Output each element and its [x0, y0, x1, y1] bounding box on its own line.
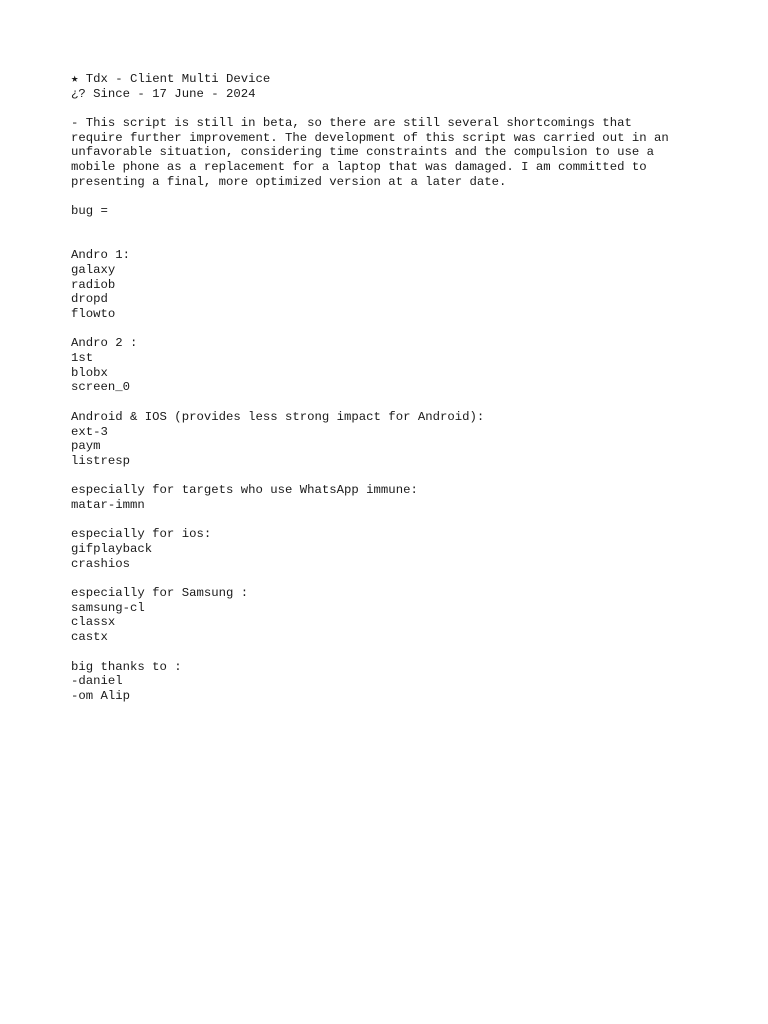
intro-line: unfavorable situation, considering time constraints and the compulsion to use a — [71, 145, 654, 160]
section-item: flowto — [71, 307, 116, 321]
since-date: ¿? Since - 17 June - 2024 — [71, 86, 256, 101]
bug-label: bug = — [71, 204, 108, 219]
section-item: ext-3 — [71, 424, 108, 439]
spacer — [71, 645, 711, 660]
section-heading: Andro 2 : — [71, 336, 138, 351]
document-title: ★ Tdx - Client Multi Device — [71, 72, 271, 86]
section — [71, 248, 711, 336]
section — [71, 586, 711, 659]
intro-paragraph — [71, 116, 711, 189]
section-heading: especially for Samsung : — [71, 586, 249, 601]
section — [71, 660, 711, 704]
spacer — [71, 101, 711, 116]
document-body — [71, 72, 711, 704]
intro-line: mobile phone as a replacement for a laptop that was damaged. I am committed to — [71, 160, 647, 175]
intro-line: require further improvement. The development of this script was carried out in an — [71, 130, 669, 145]
section-item: screen_0 — [71, 380, 131, 395]
section — [71, 410, 711, 483]
intro-line: presenting a final, more optimized version at a later date. — [71, 174, 507, 189]
spacer — [71, 469, 711, 484]
section-item: gifplayback — [71, 542, 153, 556]
section-item: galaxy — [71, 262, 116, 277]
spacer — [71, 571, 711, 586]
section-heading: Android & IOS (provides less strong impact for Android): — [71, 409, 485, 424]
section-item: radiob — [71, 277, 116, 292]
sections-list — [71, 248, 711, 703]
section-heading: especially for ios: — [71, 527, 212, 542]
section — [71, 527, 711, 586]
section-item: paym — [71, 439, 101, 454]
section-item: blobx — [71, 365, 108, 380]
spacer — [71, 513, 711, 528]
spacer — [71, 190, 711, 205]
section-heading: especially for targets who use WhatsApp immune: — [71, 483, 418, 498]
section-item: samsung-cl — [71, 600, 145, 615]
section-item: -om Alip — [71, 688, 131, 703]
section-item: 1st — [71, 351, 94, 366]
section — [71, 336, 711, 409]
section-heading: Andro 1: — [71, 248, 131, 263]
spacer — [71, 219, 711, 234]
section-item: matar-immn — [71, 497, 145, 512]
section-item: listresp — [71, 453, 131, 468]
section-heading: big thanks to : — [71, 659, 182, 674]
intro-line: - This script is still in beta, so there are still several shortcomings that — [71, 116, 632, 131]
section-item: dropd — [71, 292, 108, 307]
section-item: castx — [71, 630, 108, 645]
section-item: classx — [71, 615, 116, 630]
section-item: crashios — [71, 556, 131, 571]
section-item: -daniel — [71, 674, 123, 689]
section — [71, 483, 711, 527]
spacer — [71, 322, 711, 337]
spacer — [71, 234, 711, 249]
spacer — [71, 395, 711, 410]
